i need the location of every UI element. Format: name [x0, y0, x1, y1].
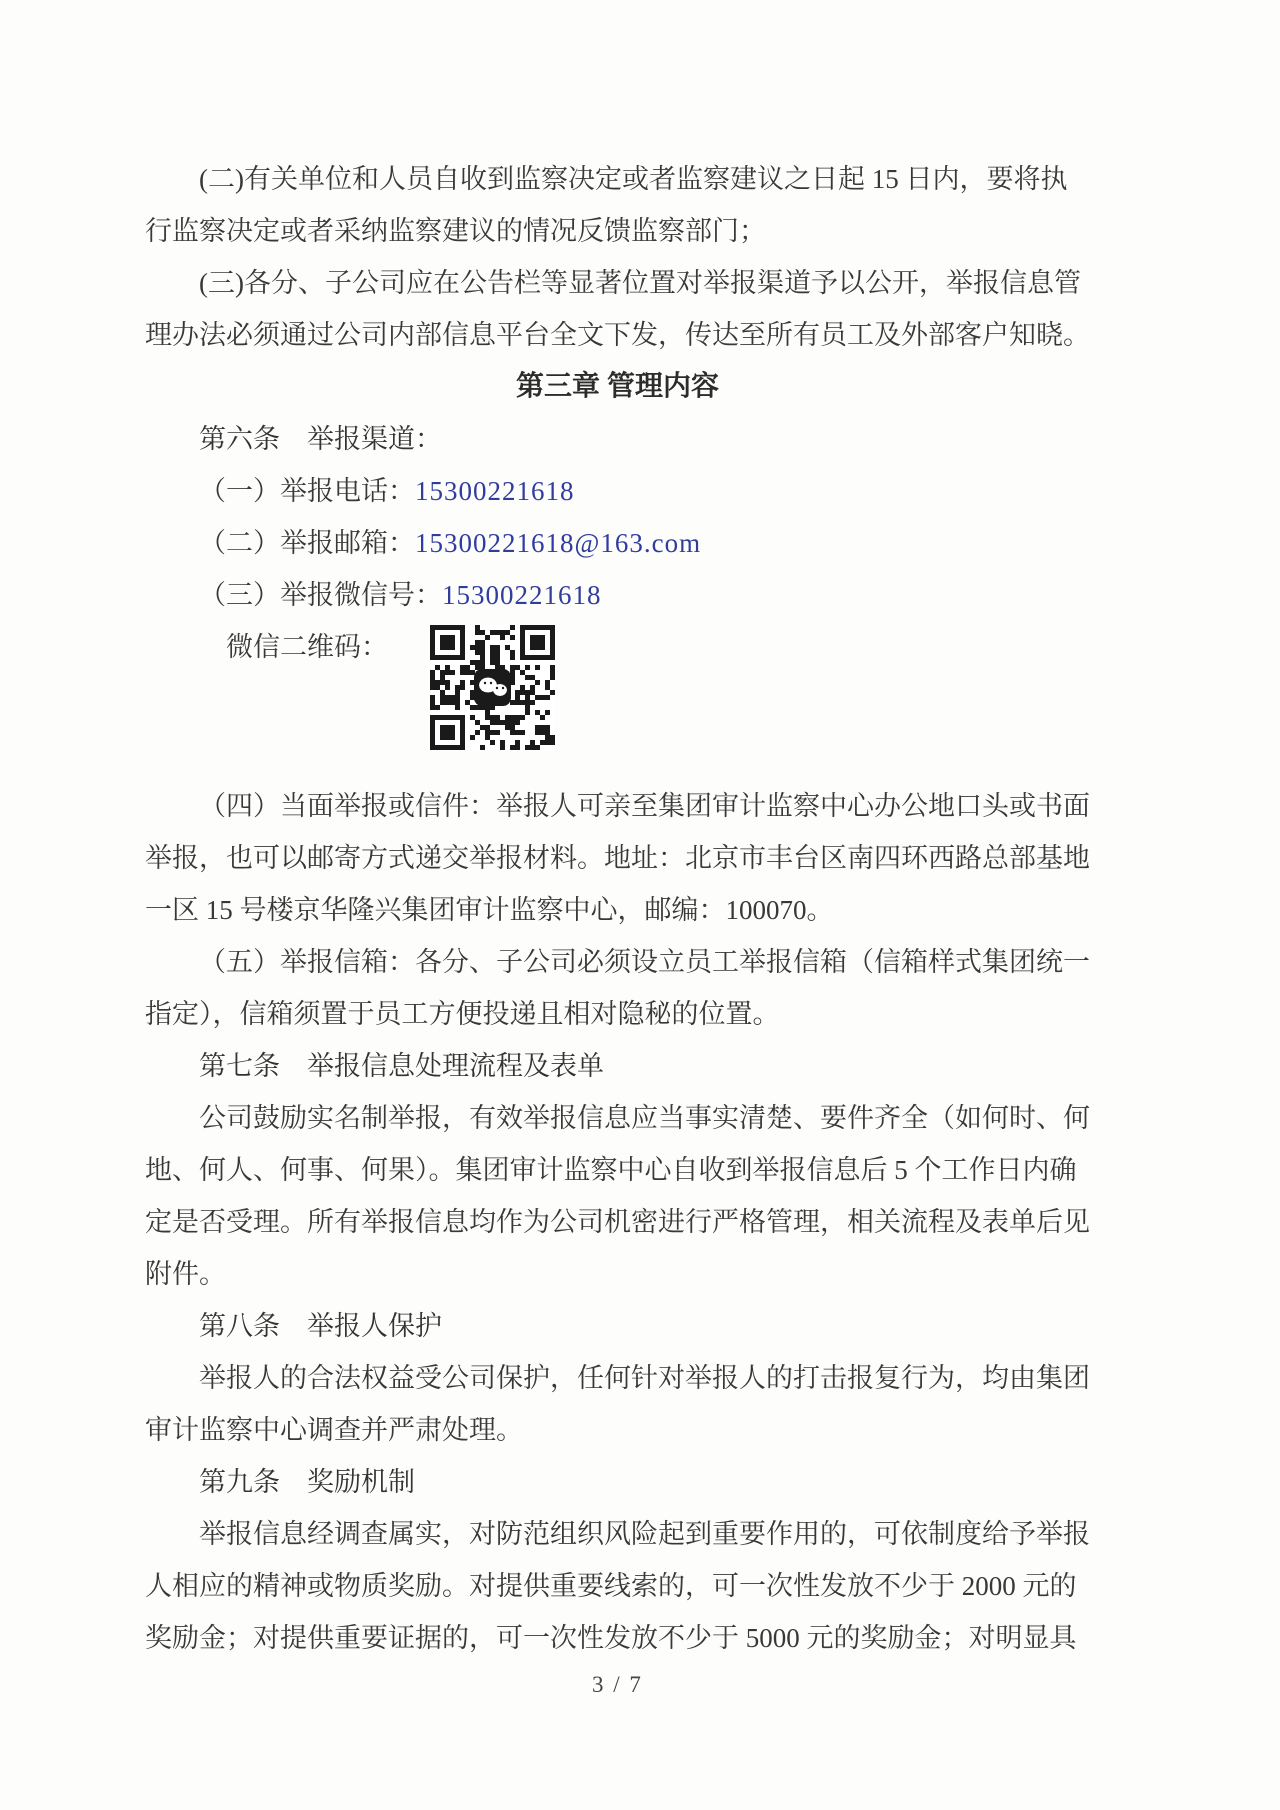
report-email-address: 15300221618@163.com	[415, 528, 702, 558]
report-wechat-line	[145, 569, 1090, 621]
article-6-heading: 第六条 举报渠道：	[199, 424, 442, 454]
wechat-qr-code-image	[430, 625, 555, 750]
wechat-qr-label: 微信二维码：	[226, 632, 388, 662]
article-8-body: 举报人的合法权益受公司保护，任何针对举报人的打击报复行为，均由集团审计监察中心调查并严肃处理。	[145, 1363, 1090, 1445]
paragraph-supervision-feedback: (二)有关单位和人员自收到监察决定或者监察建议之日起 15 日内，要将执行监察决定或者采纳监察建议的情况反馈监察部门；	[145, 164, 1068, 246]
report-phone-number: 15300221618	[415, 476, 575, 506]
article-8-heading: 第八条 举报人保护	[199, 1311, 442, 1341]
chapter-3-heading: 第三章 管理内容	[515, 371, 719, 402]
page-number: 3 / 7	[592, 1672, 643, 1697]
paragraph-report-mailbox: （五）举报信箱：各分、子公司必须设立员工举报信箱（信箱样式集团统一指定），信箱须置于员工方便投递且相对隐秘的位置。	[145, 947, 1090, 1029]
report-email-label: （二）举报邮箱：	[199, 528, 415, 558]
report-wechat-label: （三）举报微信号：	[199, 580, 442, 610]
report-phone-line	[145, 465, 1090, 517]
document-page	[145, 0, 1090, 1700]
article-7-body: 公司鼓励实名制举报，有效举报信息应当事实清楚、要件齐全（如何时、何地、何人、何事、何果）。集团审计监察中心自收到举报信息后 5 个工作日内确定是否受理。所有举报信息均作为公司机密进行严格管理，相关流程及表单后见附件。	[145, 1103, 1090, 1289]
report-email-line	[145, 517, 1090, 569]
article-9-heading: 第九条 奖励机制	[199, 1467, 415, 1497]
report-phone-label: （一）举报电话：	[199, 476, 415, 506]
wechat-qr-row	[145, 621, 1090, 750]
report-wechat-id: 15300221618	[442, 580, 602, 610]
paragraph-channel-publicity: (三)各分、子公司应在公告栏等显著位置对举报渠道予以公开，举报信息管理办法必须通过公司内部信息平台全文下发，传达至所有员工及外部客户知晓。	[145, 268, 1090, 350]
article-9-body: 举报信息经调查属实，对防范组织风险起到重要作用的，可依制度给予举报人相应的精神或物质奖励。对提供重要线索的，可一次性发放不少于 2000 元的奖励金；对提供重要证据的，可一次性发放不少于 5000 元的奖励金；对明显具	[145, 1519, 1090, 1653]
article-7-heading: 第七条 举报信息处理流程及表单	[199, 1051, 604, 1081]
paragraph-in-person-reporting: （四）当面举报或信件：举报人可亲至集团审计监察中心办公地口头或书面举报，也可以邮寄方式递交举报材料。地址：北京市丰台区南四环西路总部基地一区 15 号楼京华隆兴集团审计监察中心，邮编：100070。	[145, 791, 1090, 925]
